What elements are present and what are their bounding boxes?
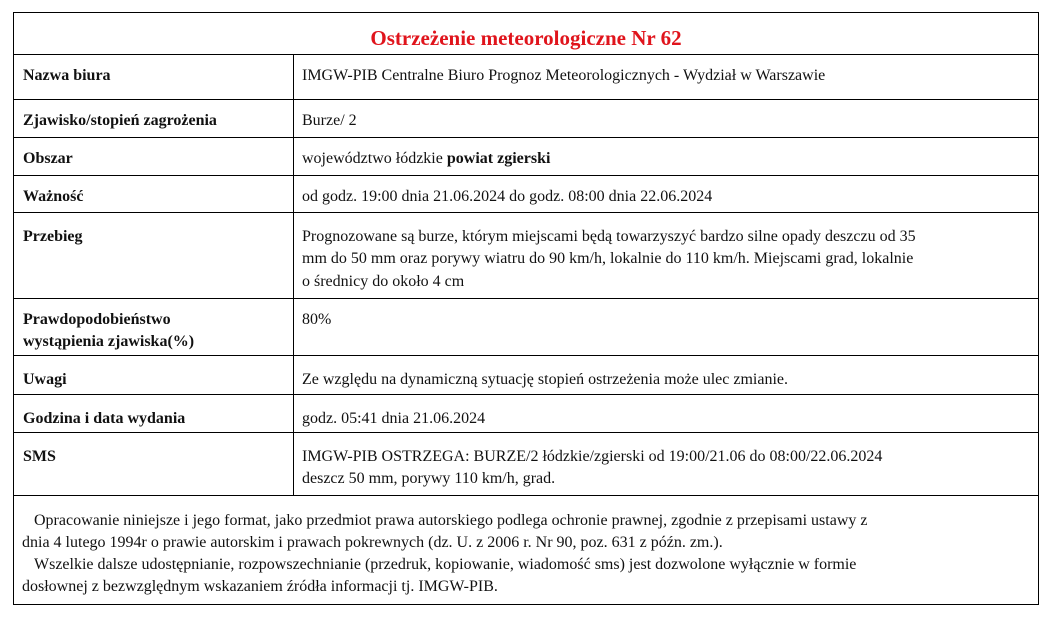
copyright-disclaimer: Opracowanie niniejsze i jego format, jako przedmiot prawa autorskiego podlega ochronie prawnej, zgodnie z przepisami ustawy z dnia 4 lutego 1994r o prawie autorskim i prawach pokrewnych (dz. U. z 2006 r. Nr 90, poz. 631 z późn. zm.). Wszelkie dalsze udostępnianie, rozpowszechnianie (przedruk, kopiowanie, wiadomość sms) jest dozwolone wyłącznie w formie dosłownej z bezwzględnym wskazaniem źródła informacji tj. IMGW-PIB. bbox=[13, 496, 1039, 605]
row-value-validity: od godz. 19:00 dnia 21.06.2024 do godz. 08:00 dnia 22.06.2024 bbox=[294, 175, 1039, 212]
row-label: Przebieg bbox=[14, 212, 294, 298]
row-label: Uwagi bbox=[14, 355, 294, 394]
area-voivodeship: województwo łódzkie bbox=[302, 149, 447, 167]
title-row bbox=[13, 12, 1039, 55]
row-label: SMS bbox=[14, 432, 294, 495]
table-row-course bbox=[14, 212, 1039, 298]
row-label: Zjawisko/stopień zagrożenia bbox=[14, 99, 294, 137]
row-value-sms: IMGW-PIB OSTRZEGA: BURZE/2 łódzkie/zgierski od 19:00/21.06 do 08:00/22.06.2024 deszcz 50 mm, porywy 110 km/h, grad. bbox=[294, 432, 1039, 495]
row-label: Prawdopodobieństwo wystąpienia zjawiska(%) bbox=[14, 298, 294, 355]
document-title: Ostrzeżenie meteorologiczne Nr 62 bbox=[370, 26, 682, 50]
row-label: Ważność bbox=[14, 175, 294, 212]
row-value-area bbox=[294, 137, 1039, 175]
row-label: Godzina i data wydania bbox=[14, 394, 294, 432]
table-row-phenomenon bbox=[14, 99, 1039, 137]
table-row-issued bbox=[14, 394, 1039, 432]
table-row-area bbox=[14, 137, 1039, 175]
table-row-sms bbox=[14, 432, 1039, 495]
table-row-office bbox=[14, 55, 1039, 99]
row-value-phenomenon: Burze/ 2 bbox=[294, 99, 1039, 137]
row-label: Obszar bbox=[14, 137, 294, 175]
row-value-remarks: Ze względu na dynamiczną sytuację stopień ostrzeżenia może ulec zmianie. bbox=[294, 355, 1039, 394]
table-row-probability bbox=[14, 298, 1039, 355]
warning-table bbox=[13, 55, 1039, 496]
warning-document bbox=[13, 12, 1039, 605]
row-value-office: IMGW-PIB Centralne Biuro Prognoz Meteorologicznych - Wydział w Warszawie bbox=[294, 55, 1039, 99]
table-row-validity bbox=[14, 175, 1039, 212]
row-value-probability: 80% bbox=[294, 298, 1039, 355]
table-row-remarks bbox=[14, 355, 1039, 394]
row-label: Nazwa biura bbox=[14, 55, 294, 99]
row-value-course: Prognozowane są burze, którym miejscami będą towarzyszyć bardzo silne opady deszczu od 35 mm do 50 mm oraz porywy wiatru do 90 km/h, lokalnie do 110 km/h. Miejscami grad, lokalnie o średnicy do około 4 cm bbox=[294, 212, 1039, 298]
area-county: powiat zgierski bbox=[446, 149, 551, 167]
row-value-issued: godz. 05:41 dnia 21.06.2024 bbox=[294, 394, 1039, 432]
